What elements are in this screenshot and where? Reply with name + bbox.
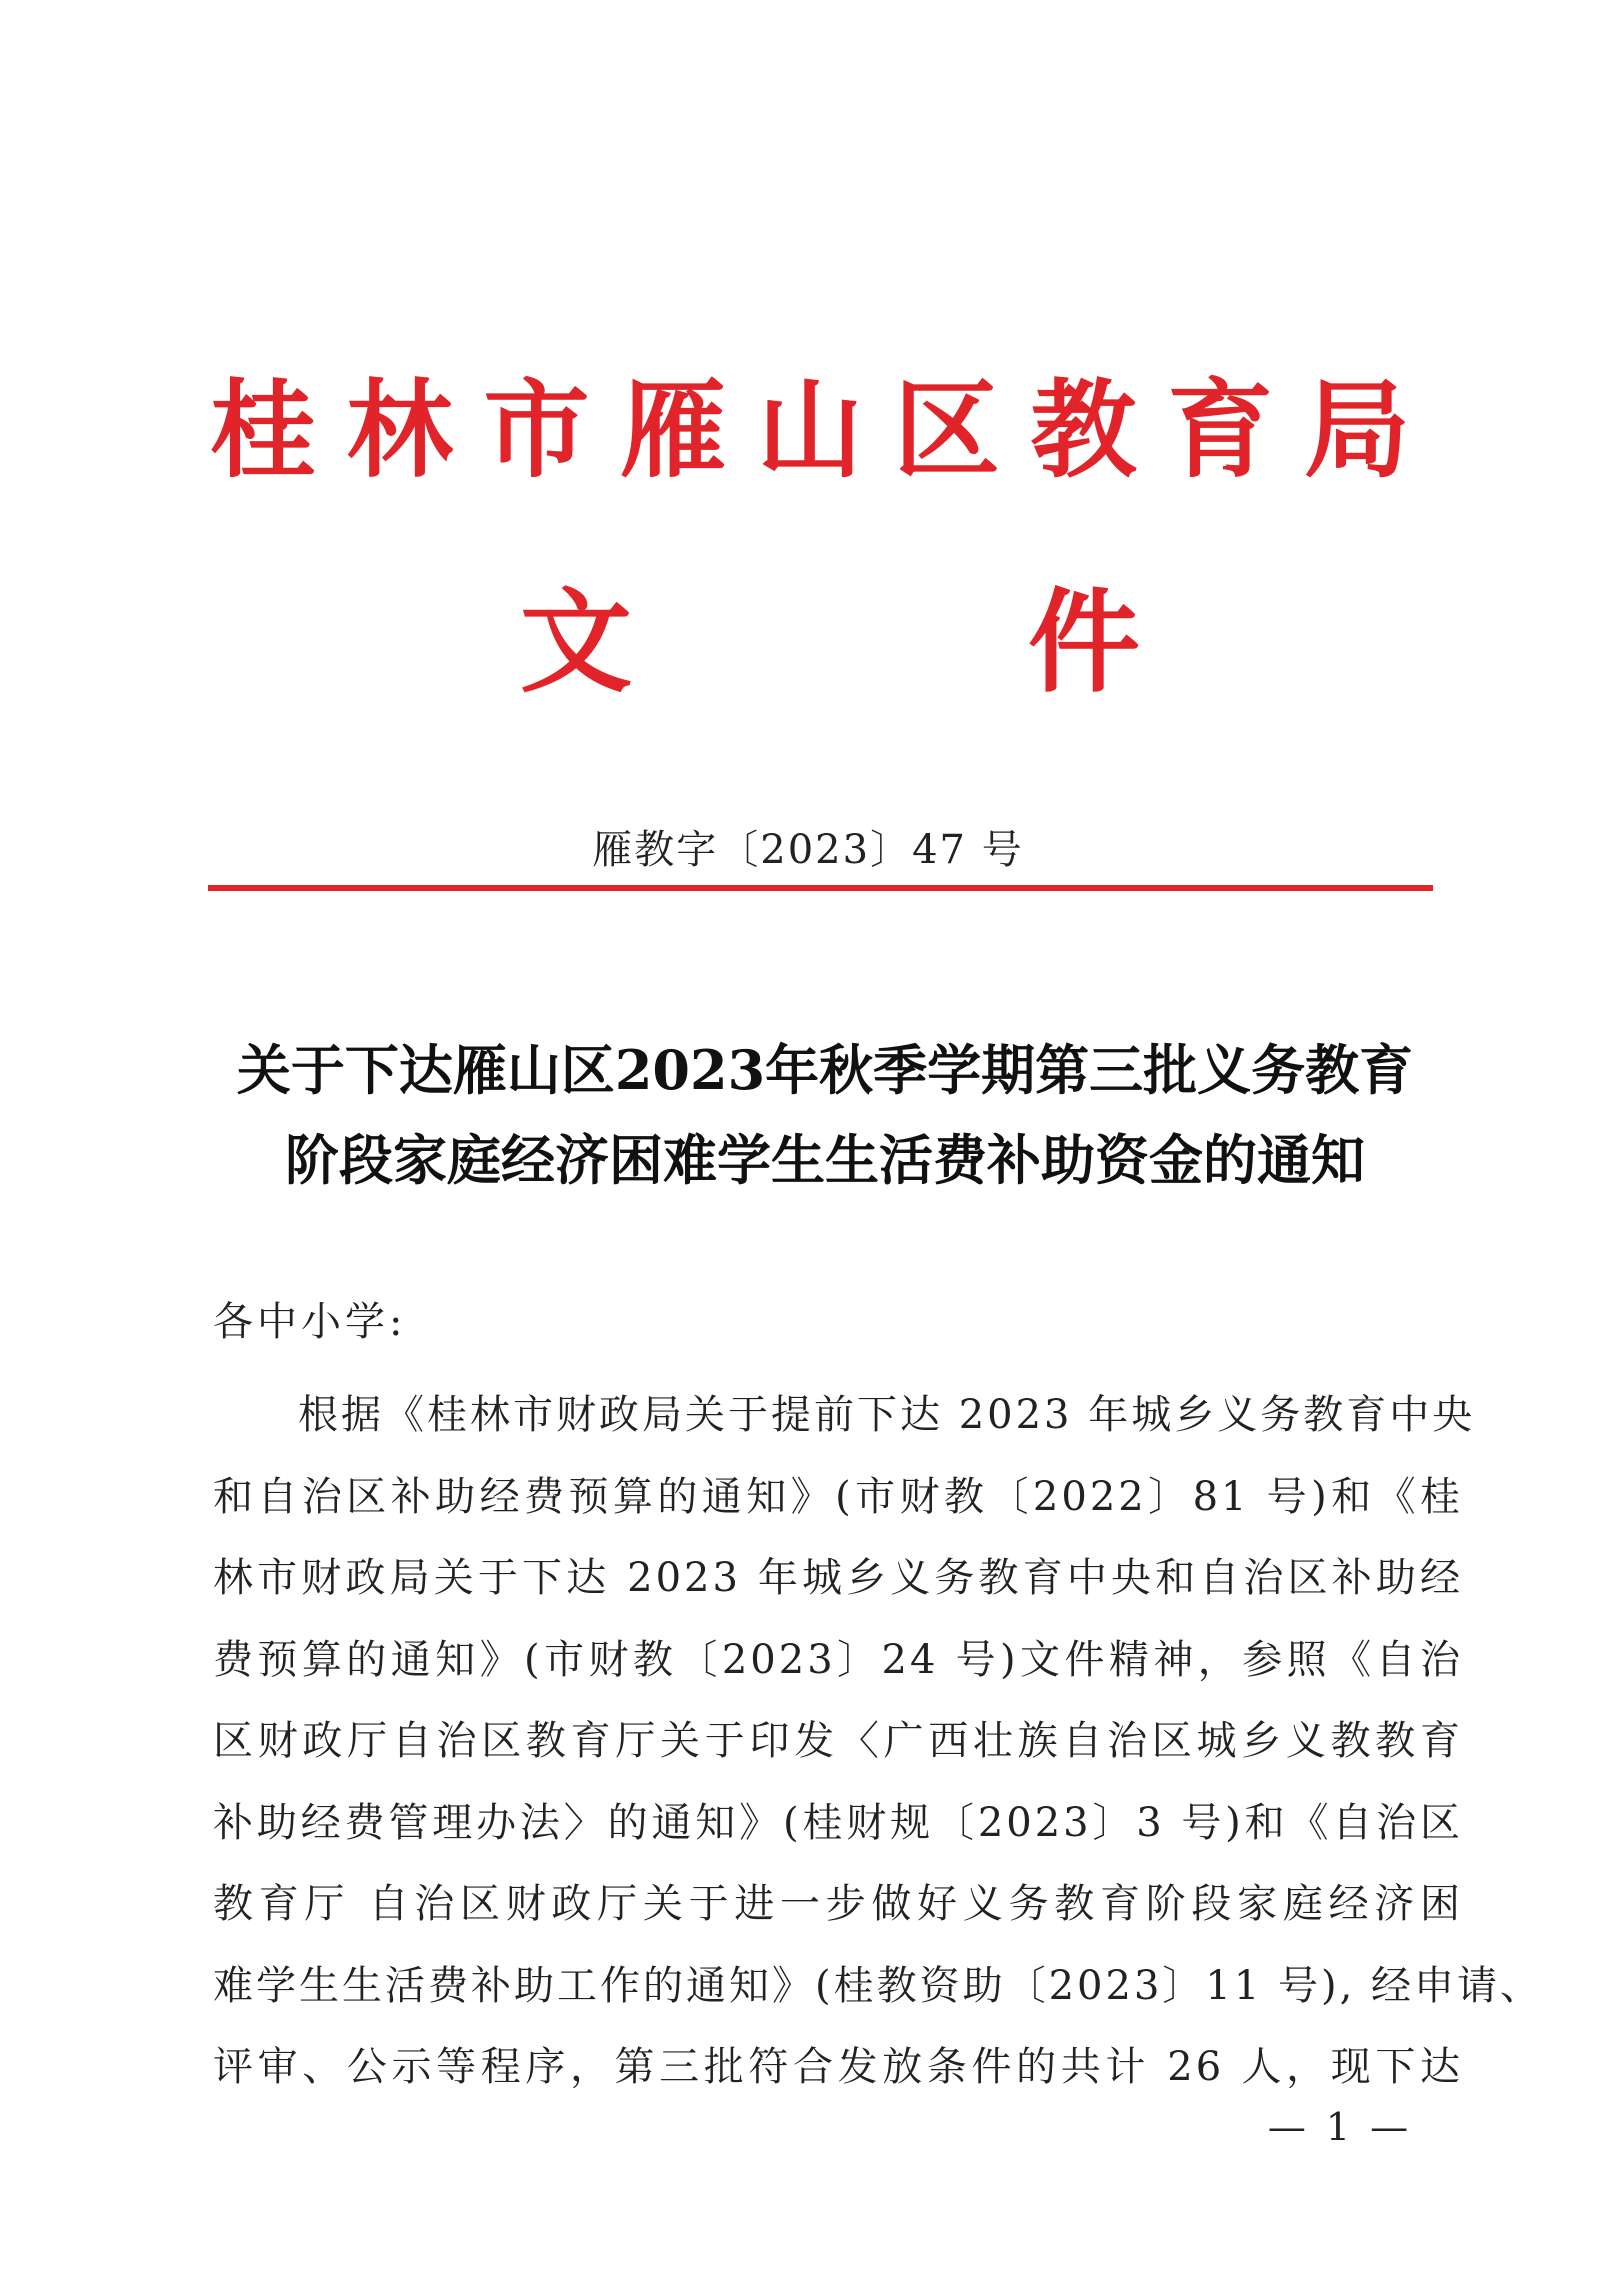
document-number: 雁教字〔2023〕47 号 <box>592 827 1024 873</box>
issuer-char: 教 <box>1030 367 1137 492</box>
document-label-char: 文 <box>520 577 632 708</box>
title-line: 阶段家庭经济困难学生生活费补助资金的通知 <box>285 1128 1365 1192</box>
body-line: 区财政厅自治区教育厅关于印发〈广西壮族自治区城乡义教教育 <box>213 1718 1463 1764</box>
title-line: 关于下达雁山区2023年秋季学期第三批义务教育 <box>236 1038 1414 1102</box>
salutation: 各中小学: <box>213 1299 407 1345</box>
issuer-char: 区 <box>893 367 1000 492</box>
document-label <box>520 578 1140 708</box>
body-paragraph <box>213 1375 1544 2109</box>
document-title <box>200 1025 1450 1205</box>
page-number: — 1 — <box>1267 2105 1413 2149</box>
issuer-char: 市 <box>483 367 590 492</box>
body-line: 补助经费管理办法〉的通知》(桂财规〔2023〕3 号)和《自治区 <box>213 1799 1463 1846</box>
document-label-char: 件 <box>1028 577 1140 708</box>
issuer-char: 林 <box>346 367 453 492</box>
body-line: 根据《桂林市财政局关于提前下达 2023 年城乡义务教育中央 <box>298 1392 1476 1438</box>
issuer-header <box>210 360 1410 500</box>
issuer-char: 育 <box>1167 367 1274 492</box>
body-line: 费预算的通知》(市财教〔2023〕24 号)文件精神，参照《自治 <box>213 1636 1463 1683</box>
issuer-char: 山 <box>757 367 863 492</box>
issuer-char: 桂 <box>210 367 316 492</box>
issuer-char: 局 <box>1304 367 1410 492</box>
body-line: 教育厅 自治区财政厅关于进一步做好义务教育阶段家庭经济困 <box>213 1881 1463 1927</box>
issuer-char: 雁 <box>620 367 727 492</box>
red-divider <box>208 885 1433 891</box>
body-line: 评审、公示等程序，第三批符合发放条件的共计 26 人，现下达 <box>213 2044 1463 2090</box>
body-line: 林市财政局关于下达 2023 年城乡义务教育中央和自治区补助经 <box>213 1555 1463 1601</box>
body-line: 难学生生活费补助工作的通知》(桂教资助〔2023〕11 号), 经申请、 <box>213 1962 1544 2009</box>
body-line: 和自治区补助经费预算的通知》(市财教〔2022〕81 号)和《桂 <box>213 1473 1463 1520</box>
